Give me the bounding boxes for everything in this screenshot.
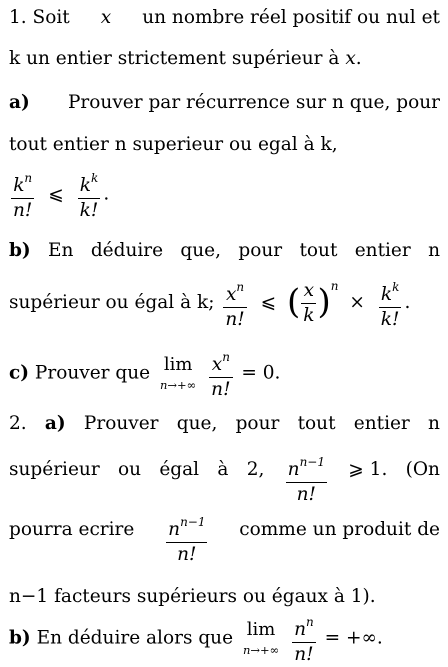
part-label-b: b) bbox=[9, 627, 31, 649]
q1b-text-2: supérieur ou égal à k; bbox=[9, 292, 215, 313]
part-label-a: a) bbox=[44, 413, 66, 434]
q1b-inequality: supérieur ou égal à k; $\frac{x^n}{n!}$ ⩽ ( $\frac{x}{k}$ )$^n$ × $\frac{k^k}{k!}$ . bbox=[9, 274, 440, 332]
part-label-a: a) bbox=[9, 92, 30, 113]
q2-number: 2. bbox=[9, 413, 27, 434]
var-x: x bbox=[345, 48, 356, 69]
q1a-text-1: Prouver par récurrence sur n que, pour bbox=[67, 92, 440, 113]
fraction-kk-over-kfact: $\frac{k^k}{k!}$ bbox=[380, 279, 400, 330]
fraction-n-pow-nminus1-over-nfact: $\frac{n^{n-1}}{n!}$ bbox=[168, 515, 206, 565]
leq-symbol: ⩽ bbox=[48, 183, 64, 205]
times-symbol: × bbox=[349, 292, 365, 313]
var-x: x bbox=[100, 7, 112, 28]
q1-text-2: k un entier strictement supérieur à bbox=[9, 48, 340, 69]
fraction-x-over-k: $\frac{x}{k}$ bbox=[303, 279, 315, 326]
fraction-n-pow-nminus1-over-nfact: $\frac{n^{n-1}}{n!}$ bbox=[287, 455, 325, 505]
q1a-line-2 bbox=[9, 133, 440, 157]
fraction-nn-over-nfact: $\frac{n^n}{n!}$ bbox=[294, 615, 314, 665]
q2b-limit: b) En déduire alors que lim n→+∞ $\frac{n^n}{n!}$ = +∞. bbox=[9, 610, 440, 667]
leq-symbol: ⩽ bbox=[260, 292, 277, 313]
fraction-xn-over-nfact: $\frac{x^n}{n!}$ bbox=[225, 279, 245, 330]
q1a-text-2: tout entier n superieur ou egal à k, bbox=[9, 134, 338, 155]
q1c-limit: c) Prouver que lim n→+∞ $\frac{x^n}{n!}$ = 0. bbox=[9, 345, 440, 402]
q1a-inequality: $\frac{k^n}{n!}$ ⩽ $\frac{k^k}{k!}$ . bbox=[8, 166, 440, 223]
q2a-line-4: n−1 facteurs supérieurs ou égaux à 1). bbox=[9, 586, 376, 607]
q1b-line-1: b) En déduire que, pour tout entier n bbox=[9, 240, 440, 261]
q1-line-2: k un entier strictement supérieur à x. bbox=[9, 48, 362, 69]
q2a-line-3: pourra ecrire $\frac{n^{n-1}}{n!}$ comme un produit de bbox=[9, 510, 440, 567]
limit-operator: lim n→+∞ bbox=[242, 619, 280, 657]
fraction-kn-over-nfact: $\frac{k^n}{n!}$ bbox=[13, 171, 33, 221]
part-label-b: b) bbox=[9, 240, 31, 261]
q2a-line-2: supérieur ou égal à 2, $\frac{n^{n-1}}{n!}$ ⩾ 1. (On bbox=[9, 450, 440, 507]
fraction-xn-over-nfact: $\frac{x^n}{n!}$ bbox=[211, 350, 231, 400]
q1-text-1: un nombre réel positif ou nul et bbox=[142, 7, 440, 28]
part-label-c: c) bbox=[9, 362, 30, 384]
q1-line-1 bbox=[9, 6, 440, 30]
q2a-line-1: 2. a) Prouver que, pour tout entier n bbox=[9, 413, 440, 434]
q1a-line-1 bbox=[9, 91, 440, 115]
geq-one: ⩾ 1. bbox=[348, 459, 388, 480]
limit-operator: lim n→+∞ bbox=[160, 354, 197, 392]
q1-number: 1. Soit bbox=[9, 7, 70, 28]
fraction-kk-over-kfact: $\frac{k^k}{k!}$ bbox=[79, 171, 99, 221]
